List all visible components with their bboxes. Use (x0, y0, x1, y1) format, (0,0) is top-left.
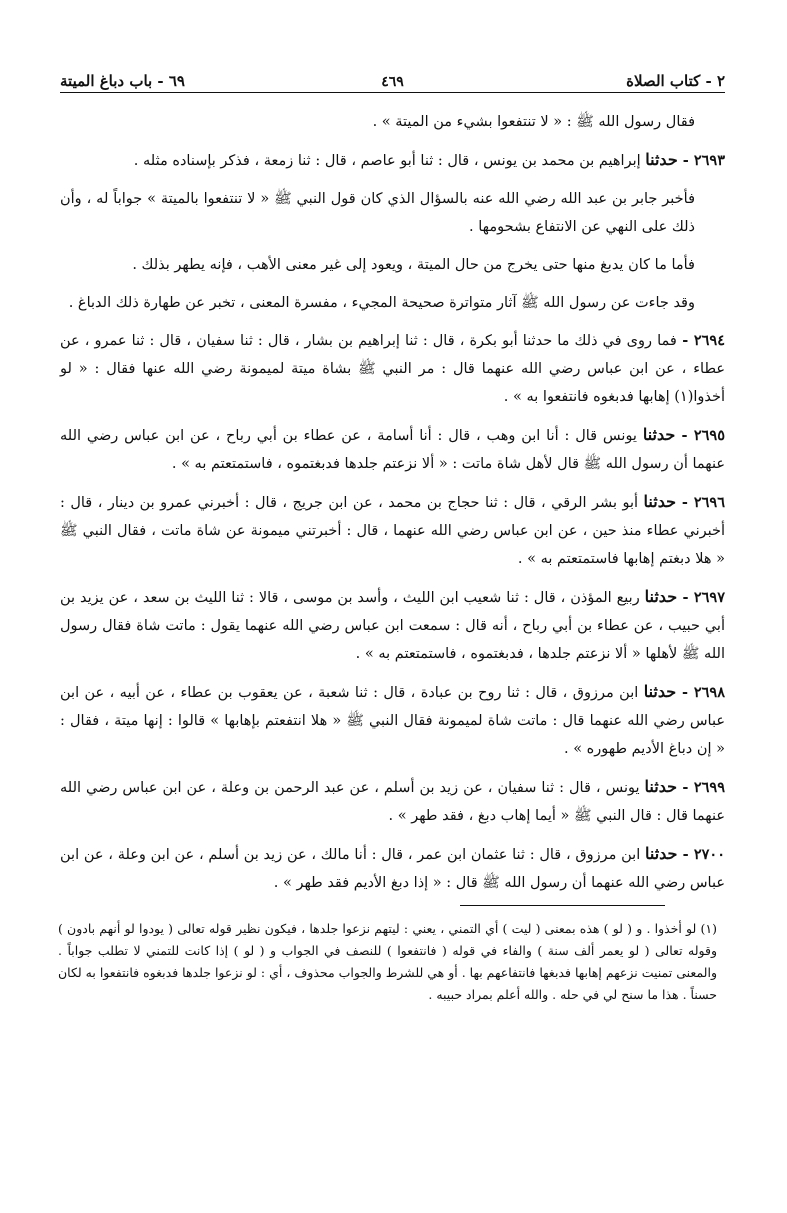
hadith-paragraph (60, 421, 725, 478)
narration-keyword: حدثنا (644, 587, 678, 606)
header-rule (60, 92, 725, 93)
hadith-number: ٢٦٩٤ - (676, 332, 725, 349)
paragraph-text: أبو بشر الرقي ، قال : ثنا حجاج بن محمد ، عن ابن جريج ، قال : أخبرني عمرو بن دينار ، قال : أخبرني عطاء منذ حين ، عن ابن عباس رضي الله عنهما ، قال : أخبرتني ميمونة عن شاة ماتت ، فقال النبي ﷺ « هلا دبغتم إهابها فاستمتعتم به » . (60, 495, 725, 567)
hadith-number: ٢٦٩٦ - (675, 494, 725, 511)
paragraph-text: فقال رسول الله ﷺ : « لا تنتفعوا بشيء من الميتة » . (372, 114, 695, 130)
paragraph-text: وقد جاءت عن رسول الله ﷺ آثار متواترة صحيحة المجيء ، مفسرة المعنى ، تخبر عن طهارة ذلك الدباغ . (68, 295, 695, 311)
hadith-paragraph (60, 678, 725, 763)
commentary-paragraph (60, 251, 725, 279)
hadith-paragraph (60, 146, 725, 175)
narration-keyword: حدثنا (644, 844, 678, 863)
main-text (60, 108, 725, 907)
header-book-title: ٢ - كتاب الصلاة (626, 72, 725, 90)
page-number: ٤٦٩ (381, 74, 404, 90)
narration-keyword: حدثنا (642, 425, 676, 444)
commentary-paragraph (60, 185, 725, 241)
paragraph-text: يونس ، قال : ثنا سفيان ، عن زيد بن أسلم ، عن عبد الرحمن بن وعلة ، عن ابن عباس رضي الله عنهما قال : قال النبي ﷺ « أيما إهاب دبغ ، فقد طهر » . (60, 780, 725, 824)
paragraph-text: يونس قال : أنا ابن وهب ، قال : أنا أسامة ، عن عطاء بن أبي رباح ، عن ابن عباس رضي الله عنهما أن رسول الله ﷺ قال لأهل شاة ماتت : « ألا نزعتم جلدها فدبغتموه ، فاستمتعتم به » . (60, 428, 725, 472)
paragraph-text: ربيع المؤذن ، قال : ثنا شعيب ابن الليث ، وأسد بن موسى ، قالا : ثنا الليث بن سعد ، عن يزيد بن أبي حبيب ، عن عطاء بن أبي رباح ، أنه قال : سمعت ابن عباس رضي الله عنهما يقول : ماتت شاة فقال رسول الله ﷺ لأهلها « ألا نزعتم جلدها ، فدبغتموه ، فاستمتعتم به » . (60, 590, 725, 662)
narration-keyword: حدثنا (644, 777, 677, 796)
hadith-paragraph (60, 583, 725, 668)
hadith-number: ٢٦٩٧ - (677, 589, 725, 606)
paragraph-text: إبراهيم بن محمد بن يونس ، قال : ثنا أبو عاصم ، قال : ثنا زمعة ، فذكر بإسناده مثله . (133, 153, 646, 169)
footnote-rule (460, 905, 665, 906)
narration-keyword: حدثنا (643, 682, 677, 701)
hadith-paragraph (60, 840, 725, 897)
hadith-number: ٢٦٩٣ - (677, 152, 725, 169)
commentary-paragraph (60, 289, 725, 317)
paragraph-text: فما روى في ذلك ما حدثنا أبو بكرة ، قال : ثنا إبراهيم بن بشار ، قال : ثنا سفيان ، قال : ثنا عمرو ، عن عطاء ، عن ابن عباس رضي الله عنهما قال : مر النبي ﷺ بشاة ميتة لميمونة رضي الله عنها فقال : « لو أخذوا(١) إهابها فدبغوه فانتفعوا به » . (60, 333, 725, 405)
hadith-paragraph (60, 327, 725, 411)
header-chapter-title: ٦٩ - باب دباغ الميتة (60, 72, 185, 90)
narration-keyword: حدثنا (643, 492, 676, 511)
paragraph-text: فأخبر جابر بن عبد الله رضي الله عنه بالسؤال الذي كان قول النبي ﷺ « لا تنتفعوا بالميتة » جواباً له ، وأن ذلك على النهي عن الانتفاع بشحومها . (60, 191, 695, 235)
hadith-number: ٢٦٩٥ - (675, 427, 725, 444)
footnote: (١) لو أخذوا . و ( لو ) هذه بمعنى ( ليت ) أي التمني ، يعني : ليتهم نزعوا جلدها ، فيكون نظير قوله تعالى ( يودوا لو أنهم بادون ) وقوله تعالى ( لو يعمر ألف سنة ) والفاء في قوله ( فانتفعوا ) للنصف في الجواب و ( لو ) إذا كانت للتمني لا تطلب جواباً . والمعنى تمنيت نزعهم إهابها فدبغها فانتفاعهم بها . أو هي للشرط والجواب محذوف ، أي : لو نزعوا جلدها فدبغوه فانتفعوا به لكان حسناً . هذا ما سنح لي في حله . والله أعلم بمراد حبيبه . (58, 921, 717, 1002)
hadith-number: ٢٦٩٨ - (676, 684, 725, 701)
commentary-paragraph (60, 108, 725, 136)
running-header (60, 62, 725, 90)
paragraph-text: ابن مرزوق ، قال : ثنا روح بن عبادة ، قال : ثنا شعبة ، عن يعقوب بن عطاء ، عن أبيه ، عن ابن عباس رضي الله عنهما قال : ماتت شاة لميمونة فقال النبي ﷺ « هلا انتفعتم بإهابها » قالوا : إنها ميتة ، فقال : « إن دباغ الأديم طهوره » . (60, 685, 725, 757)
hadith-paragraph (60, 488, 725, 573)
hadith-paragraph (60, 773, 725, 830)
paragraph-text: ابن مرزوق ، قال : ثنا عثمان ابن عمر ، قال : أنا مالك ، عن زيد بن أسلم ، عن ابن وعلة ، عن ابن عباس رضي الله عنهما أن رسول الله ﷺ قال : « إذا دبغ الأديم فقد طهر » . (60, 847, 725, 891)
narration-keyword: حدثنا (645, 150, 678, 169)
hadith-number: ٢٦٩٩ - (676, 779, 725, 796)
paragraph-text: فأما ما كان يدبغ منها حتى يخرج من حال الميتة ، ويعود إلى غير معنى الأهب ، فإنه يطهر بذلك . (132, 257, 695, 273)
hadith-number: ٢٧٠٠ - (677, 846, 725, 863)
